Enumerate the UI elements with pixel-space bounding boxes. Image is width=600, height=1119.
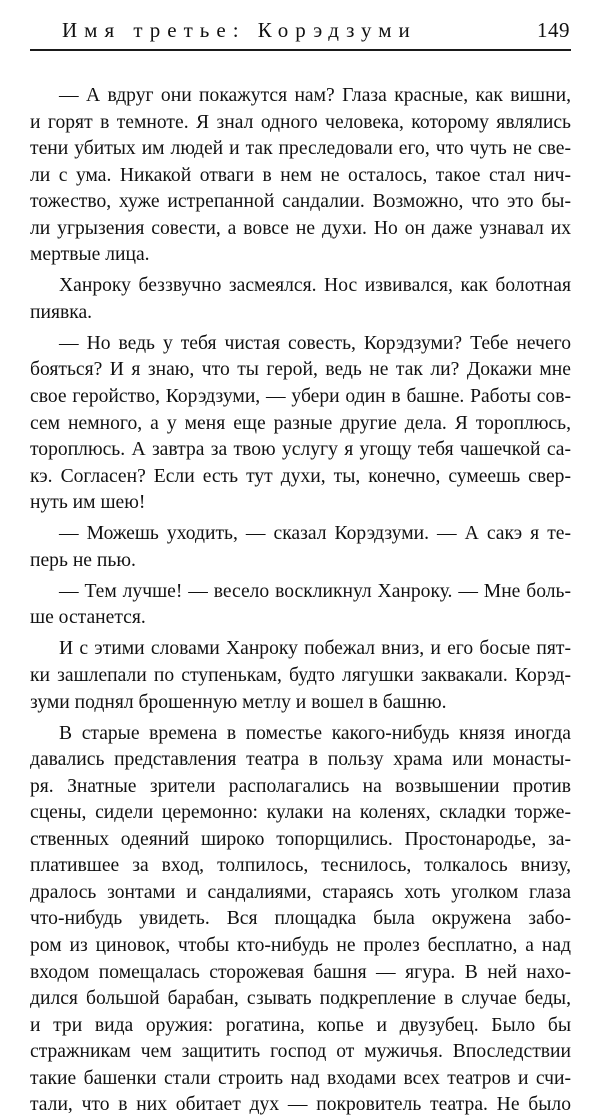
text-line: такие башенки стали строить над входами всех театров и счи- (30, 1067, 571, 1089)
text-line: сем немного, а у меня еще разные другие дела. Я тороплюсь, (30, 412, 571, 434)
header-rule (30, 49, 571, 51)
text-line: нуть им шею! (30, 492, 146, 514)
text-line: бояться? И я знаю, что ты герой, ведь не так ли? Докажи мне (30, 359, 571, 381)
text-line: — А вдруг они покажутся нам? Глаза красные, как вишни, (59, 85, 571, 106)
text-line: кэ. Согласен? Если есть тут духи, ты, конечно, сумеешь свер- (30, 465, 571, 487)
text-line: Ханроку беззвучно засмеялся. Нос извивался, как болотная (59, 275, 571, 297)
text-line: давались представления театра в пользу храма или монасты- (30, 749, 571, 771)
paragraph (30, 83, 571, 269)
text-line: ственных одеяний широко топорщились. Простонародье, за- (30, 828, 571, 850)
text-line: и три вида оружия: рогатина, копье и двузубец. Было бы (30, 1014, 571, 1036)
text-line: — Но ведь у тебя чистая совесть, Корэдзуми? Тебе нечего (59, 332, 571, 354)
text-line: тороплюсь. А завтра за твою услугу я угощу тебя чашечкой са- (30, 439, 571, 461)
text-line: ли с ума. Никакой отваги в нем не осталось, такое стал нич- (30, 164, 571, 186)
page-number: 149 (537, 18, 570, 42)
text-line: стражникам чем защитить господ от мужичья. Впоследствии (30, 1041, 571, 1063)
text-line: ли угрызения совести, а вовсе не духи. Но он даже узнавал их (30, 217, 571, 239)
text-line: сцены, сидели церемонно: кулаки на коленях, складки торже- (30, 802, 571, 824)
text-line: зуми поднял брошенную метлу и вошел в башню. (30, 691, 447, 713)
text-line: тени убитых им людей и так преследовали его, что чуть не све- (30, 138, 571, 160)
text-line: тожество, хуже истрепанной сандалии. Возможно, что это бы- (30, 191, 571, 213)
paragraph (30, 331, 571, 517)
paragraph (30, 721, 571, 1119)
paragraph (30, 579, 571, 632)
text-line: ром из циновок, чтобы кто-нибудь не пролез бесплатно, а над (30, 934, 571, 956)
text-line: ше останется. (30, 607, 146, 629)
text-line: — Тем лучше! — весело воскликнул Ханроку. — Мне боль- (59, 580, 571, 602)
text-line: В старые времена в поместье какого-нибудь князя иногда (59, 722, 571, 744)
paragraph (30, 273, 571, 326)
text-line: входом помещалась сторожевая башня — ягура. В ней нахо- (30, 961, 571, 983)
body-text (30, 83, 571, 1119)
text-line: пиявка. (30, 301, 93, 323)
text-line: ря. Знатные зрители располагались на возвышении против (30, 775, 571, 797)
text-line: тали, что в них обитает дух — покровитель театра. Не было (30, 1094, 571, 1116)
text-line: и горят в темноте. Я знал одного человека, которому являлись (30, 111, 571, 133)
text-line: платившее за вход, толпилось, теснилось, толкалось внизу, (30, 855, 571, 877)
text-line: что-нибудь увидеть. Вся площадка была окружена забо- (30, 908, 571, 930)
paragraph (30, 636, 571, 716)
running-title: Имя третье: Корэдзуми (62, 18, 417, 42)
text-line: дралось зонтами и сандалиями, стараясь хоть уголком глаза (30, 881, 571, 903)
text-line: мертвые лица. (30, 244, 150, 266)
paragraph (30, 521, 571, 574)
text-line: — Можешь уходить, — сказал Корэдзуми. — А сакэ я те- (59, 523, 571, 545)
text-line: И с этими словами Ханроку побежал вниз, и его босые пят- (59, 638, 571, 660)
text-line: ки зашлепали по ступенькам, будто лягушки заквакали. Корэд- (30, 664, 571, 686)
running-head (62, 18, 570, 52)
text-line: перь не пью. (30, 549, 136, 571)
text-line: свое геройство, Корэдзуми, — убери один в башне. Работы сов- (30, 386, 571, 408)
text-line: дился большой барабан, сзывать подкрепление в случае беды, (30, 988, 571, 1010)
